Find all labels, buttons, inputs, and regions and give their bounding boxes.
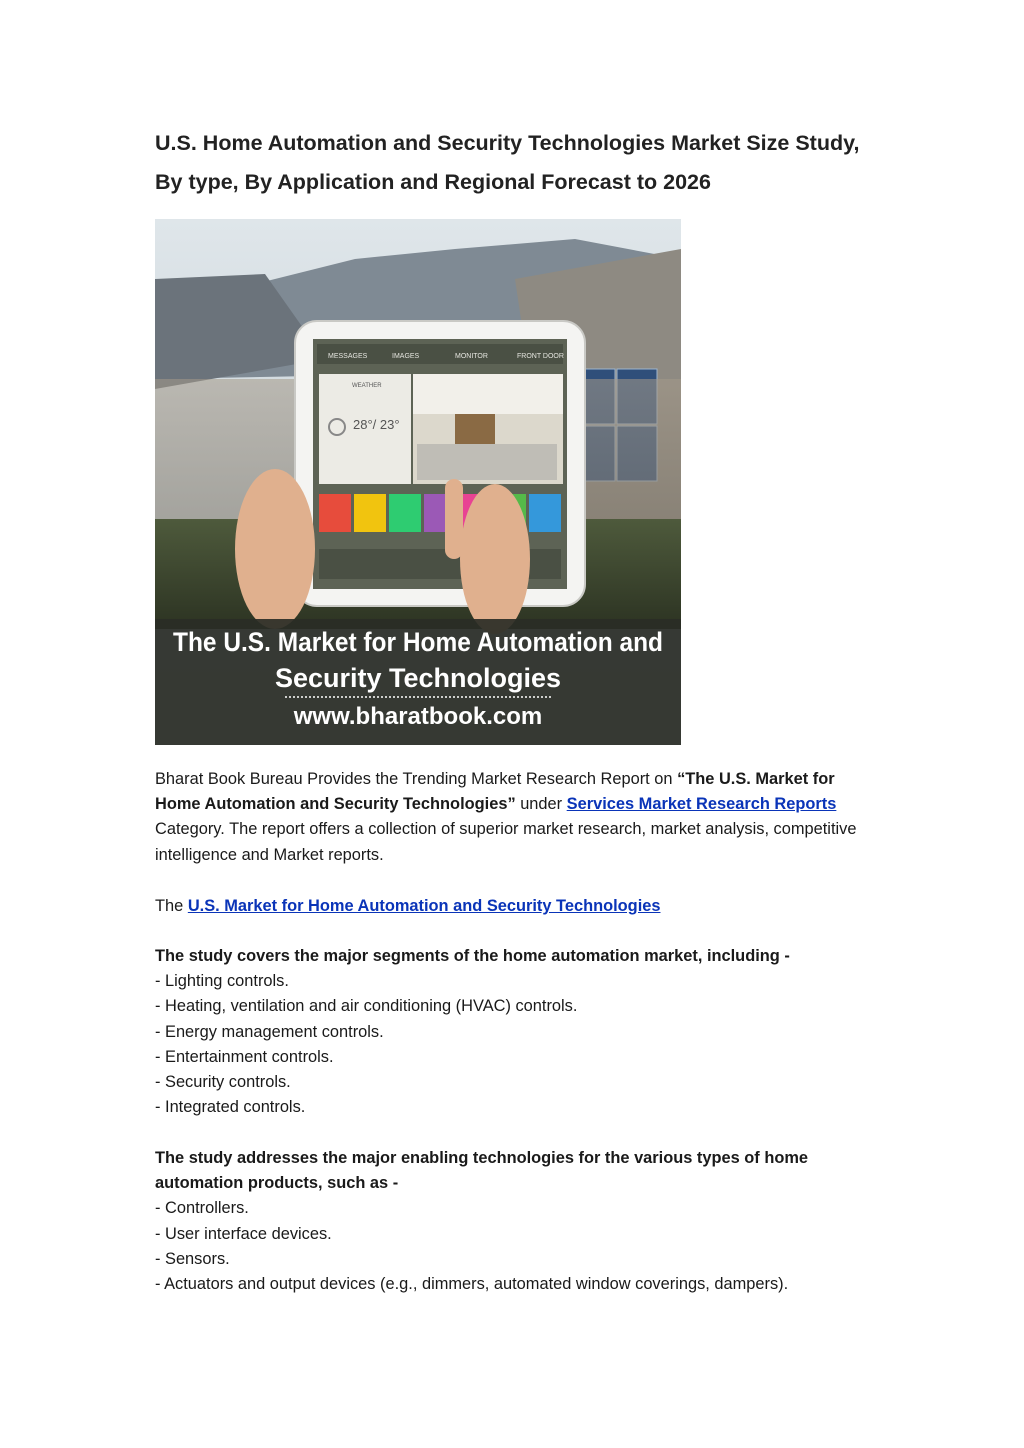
intro-paragraph <box>155 767 875 868</box>
music-icon <box>389 494 421 532</box>
tablet-tab: MESSAGES <box>328 353 368 360</box>
list-item: - Entertainment controls. <box>155 1047 334 1066</box>
list-item: - User interface devices. <box>155 1224 332 1243</box>
segments-heading: The study covers the major segments of the home automation market, including - <box>155 947 790 965</box>
tablet-tab: FRONT DOOR <box>517 353 564 360</box>
home-icon <box>319 494 351 532</box>
plug-icon <box>529 494 561 532</box>
technologies-section <box>155 1146 875 1297</box>
segments-list <box>155 969 875 1120</box>
list-item: - Sensors. <box>155 1249 230 1268</box>
technologies-heading: The study addresses the major enabling technologies for the various types of home automation products, such as - <box>155 1149 809 1193</box>
report-link[interactable]: U.S. Market for Home Automation and Security Technologies <box>187 897 661 915</box>
intro-prefix: Bharat Book Bureau Provides the Trending Market Research Report on <box>155 770 678 788</box>
list-item: - Actuators and output devices (e.g., dimmers, automated window coverings, dampers). <box>155 1275 789 1294</box>
weather-label: WEATHER <box>352 383 382 389</box>
intro-suffix: Category. The report offers a collection of superior market research, market analysis, competitive intelligence and Market reports. <box>155 820 857 864</box>
page-title: U.S. Home Automation and Security Technologies Market Size Study, By type, By Application and Regional Forecast to 2026 <box>155 131 860 194</box>
report-line-prefix: The <box>155 897 188 915</box>
list-item: - Lighting controls. <box>155 972 289 991</box>
hero-image <box>155 219 681 745</box>
services-market-research-reports-link[interactable]: Services Market Research Reports <box>566 795 837 814</box>
list-item: - Heating, ventilation and air conditioning (HVAC) controls. <box>155 997 578 1016</box>
lock-icon <box>354 494 386 532</box>
hero-caption-line2: Security Technologies <box>274 663 562 693</box>
hero-caption-url: www.bharatbook.com <box>293 703 543 730</box>
hero-caption-line1: The U.S. Market for Home Automation and <box>173 627 663 657</box>
tablet-tab: IMAGES <box>392 353 420 360</box>
list-item: - Security controls. <box>155 1073 291 1092</box>
tablet-tab: MONITOR <box>455 353 488 360</box>
intro-under: under <box>515 795 567 814</box>
weather-temperature: 28°/ 23° <box>353 417 400 432</box>
report-line <box>155 894 875 919</box>
list-item: - Integrated controls. <box>155 1098 306 1117</box>
segments-section <box>155 944 875 1120</box>
list-item: - Controllers. <box>155 1199 249 1218</box>
list-item: - Energy management controls. <box>155 1022 384 1041</box>
technologies-list <box>155 1196 875 1297</box>
report-name: “The U.S. Market for Home Automation and Security Technologies” <box>155 770 835 814</box>
